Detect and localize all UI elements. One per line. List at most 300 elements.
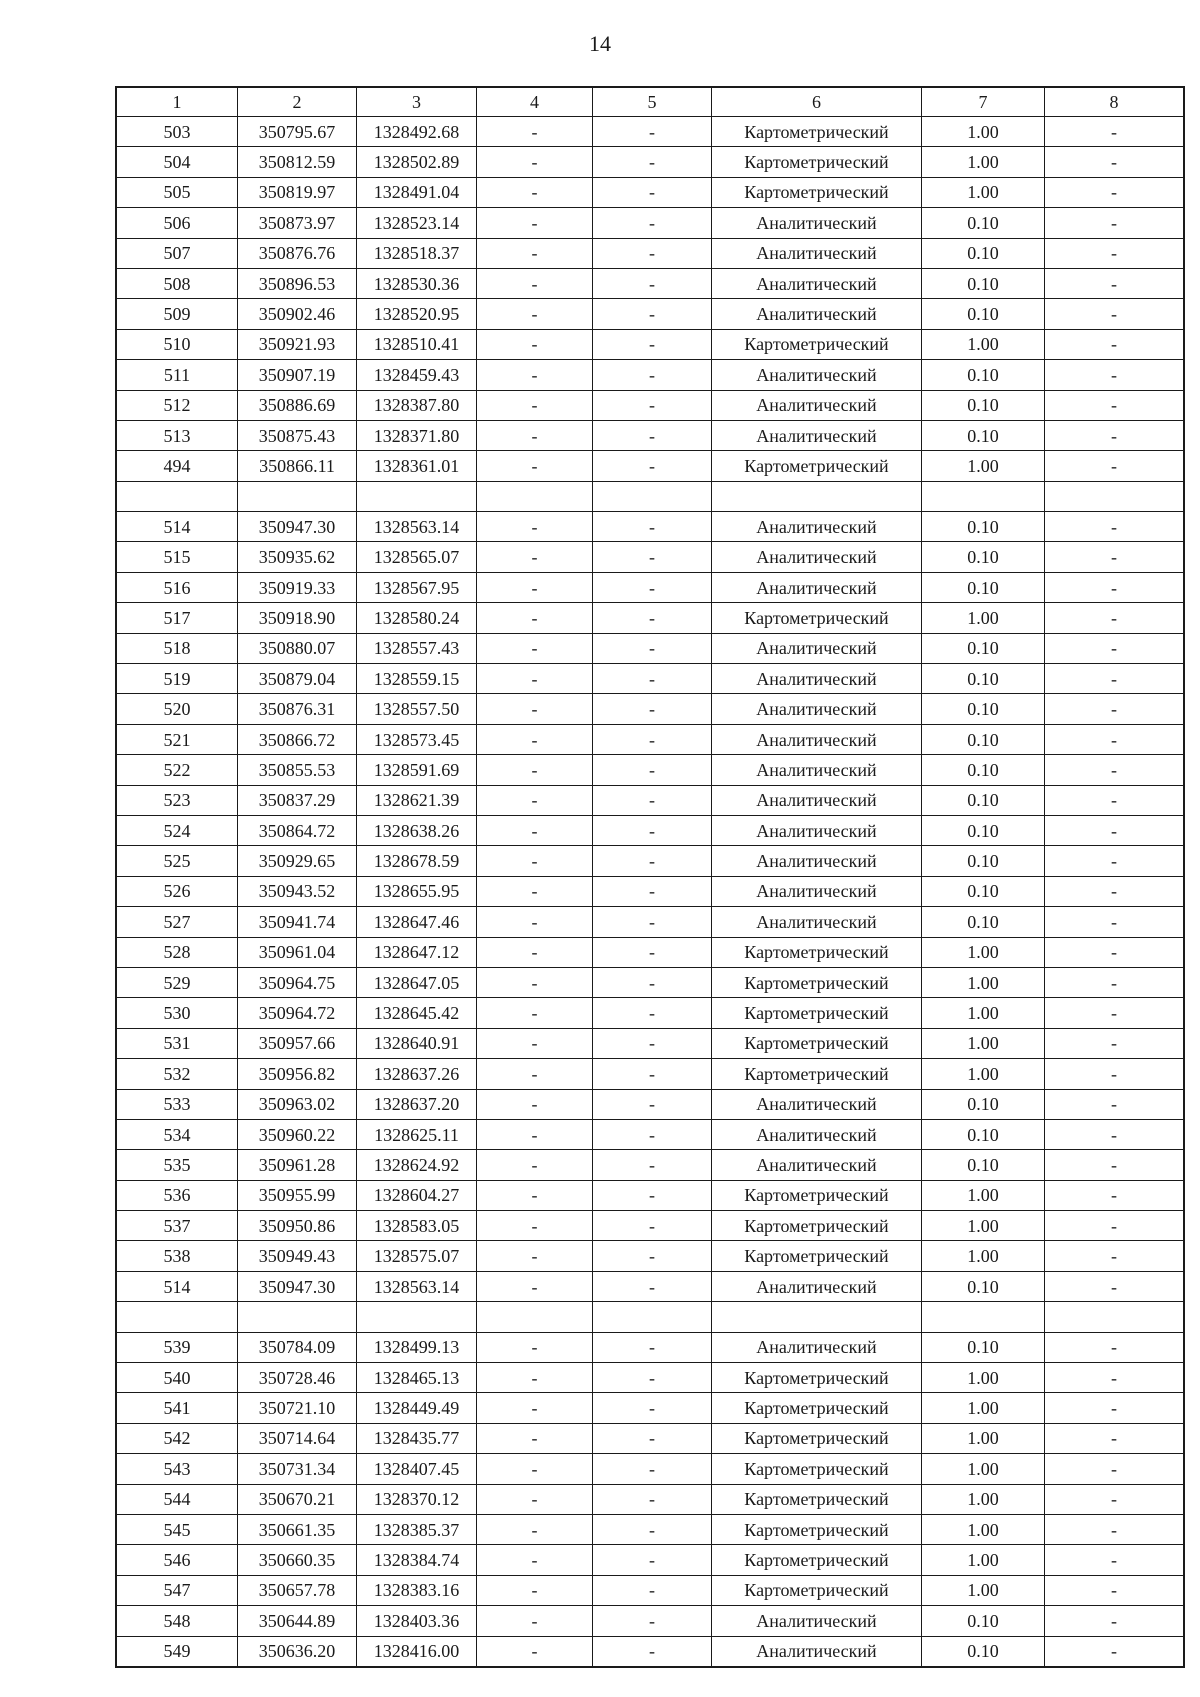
column-5-cell: -	[593, 1514, 712, 1544]
y-coordinate-cell: 1328625.11	[357, 1119, 477, 1149]
y-coordinate-cell: 1328361.01	[357, 451, 477, 481]
column-8-cell: -	[1045, 1545, 1185, 1575]
x-coordinate-cell: 350636.20	[238, 1636, 357, 1667]
point-number-cell: 524	[116, 815, 238, 845]
column-8-cell: -	[1045, 1454, 1185, 1484]
point-number-cell: 533	[116, 1089, 238, 1119]
column-8-cell: -	[1045, 177, 1185, 207]
table-row	[116, 1089, 1184, 1119]
accuracy-cell: 1.00	[922, 1241, 1045, 1271]
table-row	[116, 177, 1184, 207]
column-8-cell: -	[1045, 1089, 1185, 1119]
table-row	[116, 998, 1184, 1028]
column-4-cell: -	[477, 1363, 593, 1393]
point-number-cell: 535	[116, 1150, 238, 1180]
column-8-cell: -	[1045, 664, 1185, 694]
table-row	[116, 451, 1184, 481]
y-coordinate-cell: 1328385.37	[357, 1514, 477, 1544]
x-coordinate-cell: 350941.74	[238, 907, 357, 937]
point-number-cell: 519	[116, 664, 238, 694]
x-coordinate-cell: 350918.90	[238, 603, 357, 633]
point-number-cell: 504	[116, 147, 238, 177]
column-5-cell: -	[593, 177, 712, 207]
x-coordinate-cell: 350866.11	[238, 451, 357, 481]
column-5-cell	[593, 1302, 712, 1332]
column-4-cell: -	[477, 512, 593, 542]
table-row	[116, 1271, 1184, 1301]
method-cell: Аналитический	[712, 542, 922, 572]
accuracy-cell: 0.10	[922, 694, 1045, 724]
table-row	[116, 481, 1184, 511]
column-5-cell: -	[593, 208, 712, 238]
column-4-cell: -	[477, 633, 593, 663]
column-4-cell: -	[477, 1484, 593, 1514]
table-row	[116, 724, 1184, 754]
column-header: 6	[712, 87, 922, 117]
column-5-cell: -	[593, 542, 712, 572]
x-coordinate-cell: 350964.72	[238, 998, 357, 1028]
column-4-cell: -	[477, 329, 593, 359]
y-coordinate-cell: 1328655.95	[357, 876, 477, 906]
method-cell: Картометрический	[712, 329, 922, 359]
x-coordinate-cell: 350907.19	[238, 360, 357, 390]
table-row	[116, 694, 1184, 724]
accuracy-cell: 0.10	[922, 755, 1045, 785]
column-4-cell: -	[477, 451, 593, 481]
column-5-cell: -	[593, 512, 712, 542]
table-row	[116, 937, 1184, 967]
column-4-cell: -	[477, 542, 593, 572]
method-cell: Картометрический	[712, 603, 922, 633]
method-cell: Аналитический	[712, 724, 922, 754]
column-5-cell: -	[593, 603, 712, 633]
table-row	[116, 755, 1184, 785]
accuracy-cell: 1.00	[922, 1393, 1045, 1423]
column-5-cell: -	[593, 907, 712, 937]
method-cell: Картометрический	[712, 1484, 922, 1514]
point-number-cell: 545	[116, 1514, 238, 1544]
table-row	[116, 1028, 1184, 1058]
column-4-cell: -	[477, 876, 593, 906]
point-number-cell: 537	[116, 1211, 238, 1241]
column-4-cell: -	[477, 998, 593, 1028]
point-number-cell	[116, 1302, 238, 1332]
point-number-cell: 544	[116, 1484, 238, 1514]
accuracy-cell: 0.10	[922, 420, 1045, 450]
column-8-cell: -	[1045, 1059, 1185, 1089]
table-row	[116, 1575, 1184, 1605]
y-coordinate-cell: 1328403.36	[357, 1606, 477, 1636]
y-coordinate-cell: 1328371.80	[357, 420, 477, 450]
column-8-cell: -	[1045, 268, 1185, 298]
column-8-cell: -	[1045, 1393, 1185, 1423]
accuracy-cell: 0.10	[922, 1119, 1045, 1149]
point-number-cell: 509	[116, 299, 238, 329]
accuracy-cell: 0.10	[922, 268, 1045, 298]
x-coordinate-cell: 350955.99	[238, 1180, 357, 1210]
x-coordinate-cell: 350876.76	[238, 238, 357, 268]
accuracy-cell: 0.10	[922, 542, 1045, 572]
column-5-cell: -	[593, 1211, 712, 1241]
accuracy-cell: 0.10	[922, 724, 1045, 754]
accuracy-cell: 0.10	[922, 907, 1045, 937]
y-coordinate-cell: 1328573.45	[357, 724, 477, 754]
y-coordinate-cell: 1328523.14	[357, 208, 477, 238]
accuracy-cell: 1.00	[922, 451, 1045, 481]
column-8-cell: -	[1045, 360, 1185, 390]
column-4-cell: -	[477, 1423, 593, 1453]
table-row	[116, 542, 1184, 572]
column-4-cell	[477, 481, 593, 511]
column-8-cell: -	[1045, 1575, 1185, 1605]
column-4-cell: -	[477, 299, 593, 329]
column-5-cell: -	[593, 268, 712, 298]
y-coordinate-cell: 1328530.36	[357, 268, 477, 298]
y-coordinate-cell: 1328557.43	[357, 633, 477, 663]
accuracy-cell: 0.10	[922, 1332, 1045, 1362]
column-4-cell: -	[477, 664, 593, 694]
accuracy-cell: 0.10	[922, 1089, 1045, 1119]
column-5-cell: -	[593, 238, 712, 268]
x-coordinate-cell: 350661.35	[238, 1514, 357, 1544]
column-4-cell: -	[477, 1150, 593, 1180]
y-coordinate-cell: 1328621.39	[357, 785, 477, 815]
table-row	[116, 512, 1184, 542]
column-5-cell: -	[593, 1119, 712, 1149]
point-number-cell: 539	[116, 1332, 238, 1362]
y-coordinate-cell: 1328491.04	[357, 177, 477, 207]
y-coordinate-cell: 1328647.46	[357, 907, 477, 937]
table-row	[116, 1363, 1184, 1393]
method-cell: Картометрический	[712, 937, 922, 967]
table-row	[116, 268, 1184, 298]
point-number-cell: 548	[116, 1606, 238, 1636]
accuracy-cell: 0.10	[922, 572, 1045, 602]
y-coordinate-cell: 1328459.43	[357, 360, 477, 390]
table-row	[116, 1545, 1184, 1575]
method-cell: Аналитический	[712, 1606, 922, 1636]
accuracy-cell: 1.00	[922, 147, 1045, 177]
table-row	[116, 208, 1184, 238]
accuracy-cell: 0.10	[922, 512, 1045, 542]
column-4-cell: -	[477, 755, 593, 785]
column-5-cell: -	[593, 1363, 712, 1393]
point-number-cell: 540	[116, 1363, 238, 1393]
point-number-cell: 510	[116, 329, 238, 359]
column-8-cell: -	[1045, 1180, 1185, 1210]
accuracy-cell: 0.10	[922, 390, 1045, 420]
y-coordinate-cell: 1328384.74	[357, 1545, 477, 1575]
method-cell	[712, 1302, 922, 1332]
point-number-cell: 494	[116, 451, 238, 481]
column-8-cell: -	[1045, 542, 1185, 572]
y-coordinate-cell: 1328637.26	[357, 1059, 477, 1089]
method-cell: Аналитический	[712, 1119, 922, 1149]
x-coordinate-cell: 350902.46	[238, 299, 357, 329]
accuracy-cell: 1.00	[922, 1575, 1045, 1605]
column-4-cell: -	[477, 694, 593, 724]
column-4-cell: -	[477, 1119, 593, 1149]
accuracy-cell: 0.10	[922, 1636, 1045, 1667]
method-cell: Аналитический	[712, 238, 922, 268]
y-coordinate-cell: 1328640.91	[357, 1028, 477, 1058]
accuracy-cell: 1.00	[922, 937, 1045, 967]
point-number-cell: 534	[116, 1119, 238, 1149]
column-4-cell: -	[477, 208, 593, 238]
point-number-cell: 520	[116, 694, 238, 724]
accuracy-cell: 1.00	[922, 1514, 1045, 1544]
column-4-cell: -	[477, 420, 593, 450]
column-5-cell: -	[593, 390, 712, 420]
accuracy-cell: 0.10	[922, 238, 1045, 268]
y-coordinate-cell: 1328575.07	[357, 1241, 477, 1271]
column-5-cell: -	[593, 1150, 712, 1180]
point-number-cell: 525	[116, 846, 238, 876]
column-8-cell: -	[1045, 785, 1185, 815]
table-row	[116, 117, 1184, 147]
y-coordinate-cell: 1328647.05	[357, 967, 477, 997]
method-cell: Аналитический	[712, 876, 922, 906]
y-coordinate-cell: 1328591.69	[357, 755, 477, 785]
accuracy-cell: 1.00	[922, 1423, 1045, 1453]
accuracy-cell: 1.00	[922, 117, 1045, 147]
x-coordinate-cell: 350728.46	[238, 1363, 357, 1393]
y-coordinate-cell: 1328510.41	[357, 329, 477, 359]
method-cell: Картометрический	[712, 967, 922, 997]
method-cell: Аналитический	[712, 512, 922, 542]
column-4-cell: -	[477, 177, 593, 207]
column-4-cell: -	[477, 1059, 593, 1089]
y-coordinate-cell: 1328645.42	[357, 998, 477, 1028]
column-5-cell: -	[593, 937, 712, 967]
x-coordinate-cell: 350943.52	[238, 876, 357, 906]
method-cell: Картометрический	[712, 1180, 922, 1210]
accuracy-cell: 0.10	[922, 815, 1045, 845]
column-8-cell: -	[1045, 451, 1185, 481]
method-cell: Аналитический	[712, 1271, 922, 1301]
column-8-cell: -	[1045, 937, 1185, 967]
column-5-cell: -	[593, 1332, 712, 1362]
column-5-cell: -	[593, 1271, 712, 1301]
method-cell: Аналитический	[712, 420, 922, 450]
method-cell	[712, 481, 922, 511]
y-coordinate-cell: 1328502.89	[357, 147, 477, 177]
point-number-cell: 528	[116, 937, 238, 967]
accuracy-cell: 1.00	[922, 1545, 1045, 1575]
x-coordinate-cell: 350880.07	[238, 633, 357, 663]
x-coordinate-cell: 350784.09	[238, 1332, 357, 1362]
x-coordinate-cell: 350876.31	[238, 694, 357, 724]
column-5-cell: -	[593, 694, 712, 724]
y-coordinate-cell: 1328499.13	[357, 1332, 477, 1362]
column-8-cell: -	[1045, 907, 1185, 937]
x-coordinate-cell: 350919.33	[238, 572, 357, 602]
x-coordinate-cell: 350956.82	[238, 1059, 357, 1089]
column-4-cell: -	[477, 1545, 593, 1575]
accuracy-cell: 1.00	[922, 967, 1045, 997]
column-header: 8	[1045, 87, 1185, 117]
method-cell: Аналитический	[712, 907, 922, 937]
point-number-cell: 512	[116, 390, 238, 420]
method-cell: Картометрический	[712, 147, 922, 177]
method-cell: Картометрический	[712, 1545, 922, 1575]
column-8-cell: -	[1045, 1606, 1185, 1636]
table-row	[116, 420, 1184, 450]
method-cell: Аналитический	[712, 208, 922, 238]
point-number-cell: 542	[116, 1423, 238, 1453]
point-number-cell: 530	[116, 998, 238, 1028]
column-4-cell: -	[477, 360, 593, 390]
table-row	[116, 390, 1184, 420]
x-coordinate-cell: 350873.97	[238, 208, 357, 238]
method-cell: Аналитический	[712, 846, 922, 876]
point-number-cell	[116, 481, 238, 511]
accuracy-cell: 1.00	[922, 329, 1045, 359]
table-row	[116, 1423, 1184, 1453]
accuracy-cell: 0.10	[922, 208, 1045, 238]
column-4-cell: -	[477, 1606, 593, 1636]
x-coordinate-cell: 350961.28	[238, 1150, 357, 1180]
column-header: 2	[238, 87, 357, 117]
x-coordinate-cell: 350964.75	[238, 967, 357, 997]
column-8-cell: -	[1045, 694, 1185, 724]
y-coordinate-cell: 1328583.05	[357, 1211, 477, 1241]
column-8-cell: -	[1045, 815, 1185, 845]
column-8-cell: -	[1045, 1636, 1185, 1667]
x-coordinate-cell: 350731.34	[238, 1454, 357, 1484]
method-cell: Аналитический	[712, 633, 922, 663]
y-coordinate-cell: 1328465.13	[357, 1363, 477, 1393]
y-coordinate-cell: 1328520.95	[357, 299, 477, 329]
accuracy-cell: 1.00	[922, 1484, 1045, 1514]
table-row	[116, 572, 1184, 602]
x-coordinate-cell: 350855.53	[238, 755, 357, 785]
coordinates-table	[115, 86, 1185, 1668]
point-number-cell: 538	[116, 1241, 238, 1271]
method-cell: Картометрический	[712, 1059, 922, 1089]
y-coordinate-cell: 1328559.15	[357, 664, 477, 694]
table-row	[116, 1241, 1184, 1271]
point-number-cell: 536	[116, 1180, 238, 1210]
column-4-cell: -	[477, 785, 593, 815]
accuracy-cell: 1.00	[922, 1454, 1045, 1484]
column-8-cell: -	[1045, 1423, 1185, 1453]
column-5-cell: -	[593, 846, 712, 876]
method-cell: Картометрический	[712, 451, 922, 481]
accuracy-cell: 0.10	[922, 633, 1045, 663]
column-8-cell	[1045, 481, 1185, 511]
x-coordinate-cell: 350950.86	[238, 1211, 357, 1241]
column-5-cell: -	[593, 1089, 712, 1119]
y-coordinate-cell: 1328565.07	[357, 542, 477, 572]
column-5-cell	[593, 481, 712, 511]
x-coordinate-cell: 350961.04	[238, 937, 357, 967]
column-header: 4	[477, 87, 593, 117]
point-number-cell: 515	[116, 542, 238, 572]
table-row	[116, 360, 1184, 390]
accuracy-cell: 1.00	[922, 1059, 1045, 1089]
table-row	[116, 1059, 1184, 1089]
method-cell: Аналитический	[712, 1332, 922, 1362]
method-cell: Картометрический	[712, 1028, 922, 1058]
column-5-cell: -	[593, 451, 712, 481]
column-4-cell: -	[477, 1393, 593, 1423]
y-coordinate-cell: 1328557.50	[357, 694, 477, 724]
method-cell: Аналитический	[712, 268, 922, 298]
table-row	[116, 1454, 1184, 1484]
y-coordinate-cell: 1328567.95	[357, 572, 477, 602]
column-4-cell: -	[477, 1211, 593, 1241]
accuracy-cell	[922, 1302, 1045, 1332]
method-cell: Картометрический	[712, 1514, 922, 1544]
column-header: 3	[357, 87, 477, 117]
table-row	[116, 238, 1184, 268]
x-coordinate-cell: 350714.64	[238, 1423, 357, 1453]
column-5-cell: -	[593, 1241, 712, 1271]
table-row	[116, 1332, 1184, 1362]
column-4-cell: -	[477, 572, 593, 602]
y-coordinate-cell: 1328647.12	[357, 937, 477, 967]
method-cell: Картометрический	[712, 1423, 922, 1453]
column-8-cell	[1045, 1302, 1185, 1332]
y-coordinate-cell: 1328492.68	[357, 117, 477, 147]
y-coordinate-cell: 1328563.14	[357, 512, 477, 542]
column-4-cell	[477, 1302, 593, 1332]
table-row	[116, 1119, 1184, 1149]
column-4-cell: -	[477, 147, 593, 177]
y-coordinate-cell: 1328624.92	[357, 1150, 477, 1180]
table-row	[116, 299, 1184, 329]
column-5-cell: -	[593, 420, 712, 450]
y-coordinate-cell	[357, 1302, 477, 1332]
x-coordinate-cell: 350921.93	[238, 329, 357, 359]
accuracy-cell: 0.10	[922, 846, 1045, 876]
column-4-cell: -	[477, 967, 593, 997]
method-cell: Картометрический	[712, 117, 922, 147]
x-coordinate-cell: 350957.66	[238, 1028, 357, 1058]
column-4-cell: -	[477, 937, 593, 967]
column-4-cell: -	[477, 1454, 593, 1484]
column-5-cell: -	[593, 998, 712, 1028]
column-5-cell: -	[593, 755, 712, 785]
column-5-cell: -	[593, 1059, 712, 1089]
column-8-cell: -	[1045, 1119, 1185, 1149]
method-cell: Картометрический	[712, 1241, 922, 1271]
point-number-cell: 526	[116, 876, 238, 906]
column-5-cell: -	[593, 329, 712, 359]
accuracy-cell: 1.00	[922, 1363, 1045, 1393]
column-8-cell: -	[1045, 1271, 1185, 1301]
column-4-cell: -	[477, 1575, 593, 1605]
y-coordinate-cell: 1328563.14	[357, 1271, 477, 1301]
column-8-cell: -	[1045, 1211, 1185, 1241]
accuracy-cell: 1.00	[922, 603, 1045, 633]
x-coordinate-cell	[238, 1302, 357, 1332]
column-8-cell: -	[1045, 1514, 1185, 1544]
table-row	[116, 1302, 1184, 1332]
column-4-cell: -	[477, 907, 593, 937]
column-8-cell: -	[1045, 998, 1185, 1028]
accuracy-cell: 1.00	[922, 177, 1045, 207]
column-4-cell: -	[477, 268, 593, 298]
point-number-cell: 506	[116, 208, 238, 238]
column-8-cell: -	[1045, 1028, 1185, 1058]
x-coordinate-cell: 350644.89	[238, 1606, 357, 1636]
column-8-cell: -	[1045, 603, 1185, 633]
y-coordinate-cell: 1328580.24	[357, 603, 477, 633]
point-number-cell: 549	[116, 1636, 238, 1667]
point-number-cell: 546	[116, 1545, 238, 1575]
